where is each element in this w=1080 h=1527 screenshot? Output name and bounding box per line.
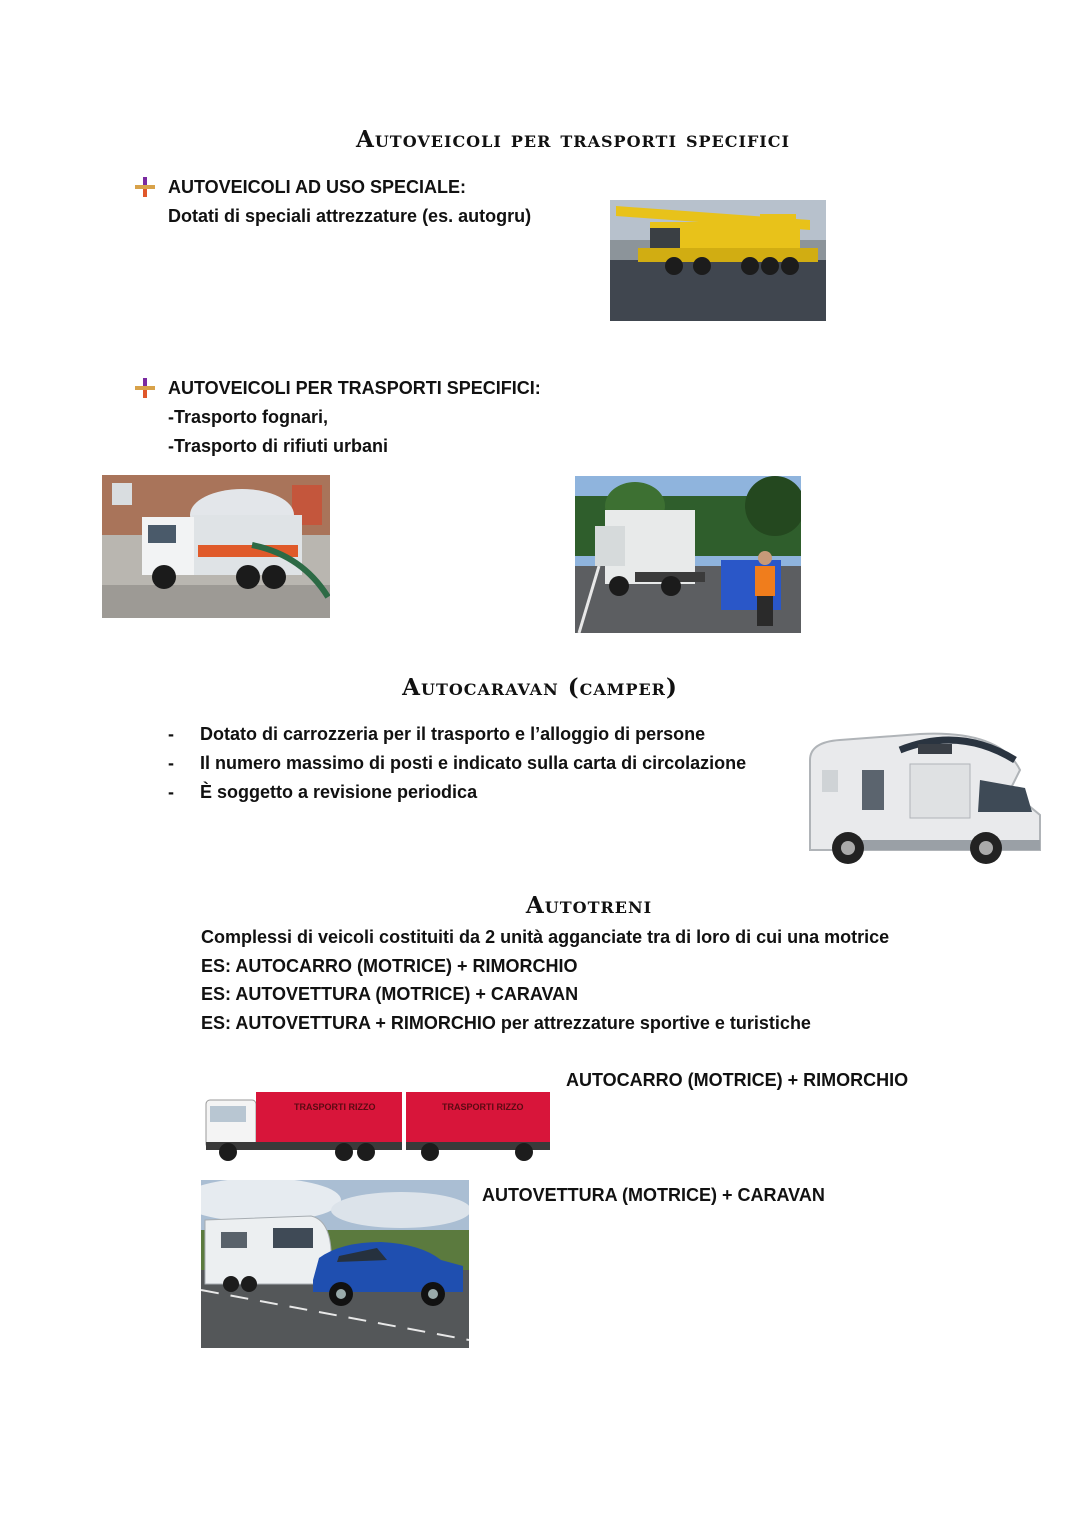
camper-image	[800, 720, 1055, 890]
garbage-truck-image	[575, 476, 801, 633]
crane-truck-image	[610, 200, 826, 321]
bullet-cross-icon	[134, 377, 156, 399]
autocaravan-bullet: - Il numero massimo di posti e indicato sulla carta di circolazione	[168, 749, 746, 778]
sewer-truck-image	[102, 475, 330, 618]
truck-trailer-image	[204, 1088, 550, 1164]
autocaravan-bullet: - Dotato di carrozzeria per il trasporto e l’alloggio di persone	[168, 720, 746, 749]
autocaravan-bullet: - È soggetto a revisione periodica	[168, 778, 746, 807]
caption-autocarro-rimorchio: AUTOCARRO (MOTRICE) + RIMORCHIO	[566, 1070, 909, 1090]
car-caravan-image	[201, 1180, 469, 1348]
trasporto-rifiuti-line: -Trasporto di rifiuti urbani	[168, 436, 388, 456]
autocaravan-bullet-list	[168, 720, 746, 807]
trasporto-fognari-line: -Trasporto fognari,	[168, 407, 329, 427]
bullet-cross-icon	[134, 176, 156, 198]
section-title-autocaravan: Autocaravan (camper)	[402, 674, 678, 701]
section-title-trasporti-specifici: Autoveicoli per trasporti specifici	[355, 126, 790, 153]
autotreni-example: ES: AUTOCARRO (MOTRICE) + RIMORCHIO	[201, 956, 578, 976]
autotreni-definition: Complessi di veicoli costituiti da 2 unità agganciate tra di loro di cui una motrice	[201, 927, 890, 947]
trailer-brand-label: TRASPORTI RIZZO	[442, 1102, 524, 1112]
autotreni-example: ES: AUTOVETTURA (MOTRICE) + CARAVAN	[201, 984, 579, 1004]
caption-autovettura-caravan: AUTOVETTURA (MOTRICE) + CARAVAN	[482, 1185, 825, 1205]
autoveicoli-uso-speciale-heading: AUTOVEICOLI AD USO SPECIALE:	[168, 177, 467, 197]
autoveicoli-trasporti-specifici-heading: AUTOVEICOLI PER TRASPORTI SPECIFICI:	[168, 378, 541, 398]
section-title-autotreni: Autotreni	[525, 892, 653, 919]
truck-brand-label: TRASPORTI RIZZO	[294, 1102, 376, 1112]
autotreni-example: ES: AUTOVETTURA + RIMORCHIO per attrezzature sportive e turistiche	[201, 1013, 811, 1033]
autoveicoli-uso-speciale-desc: Dotati di speciali attrezzature (es. autogru)	[168, 206, 532, 226]
